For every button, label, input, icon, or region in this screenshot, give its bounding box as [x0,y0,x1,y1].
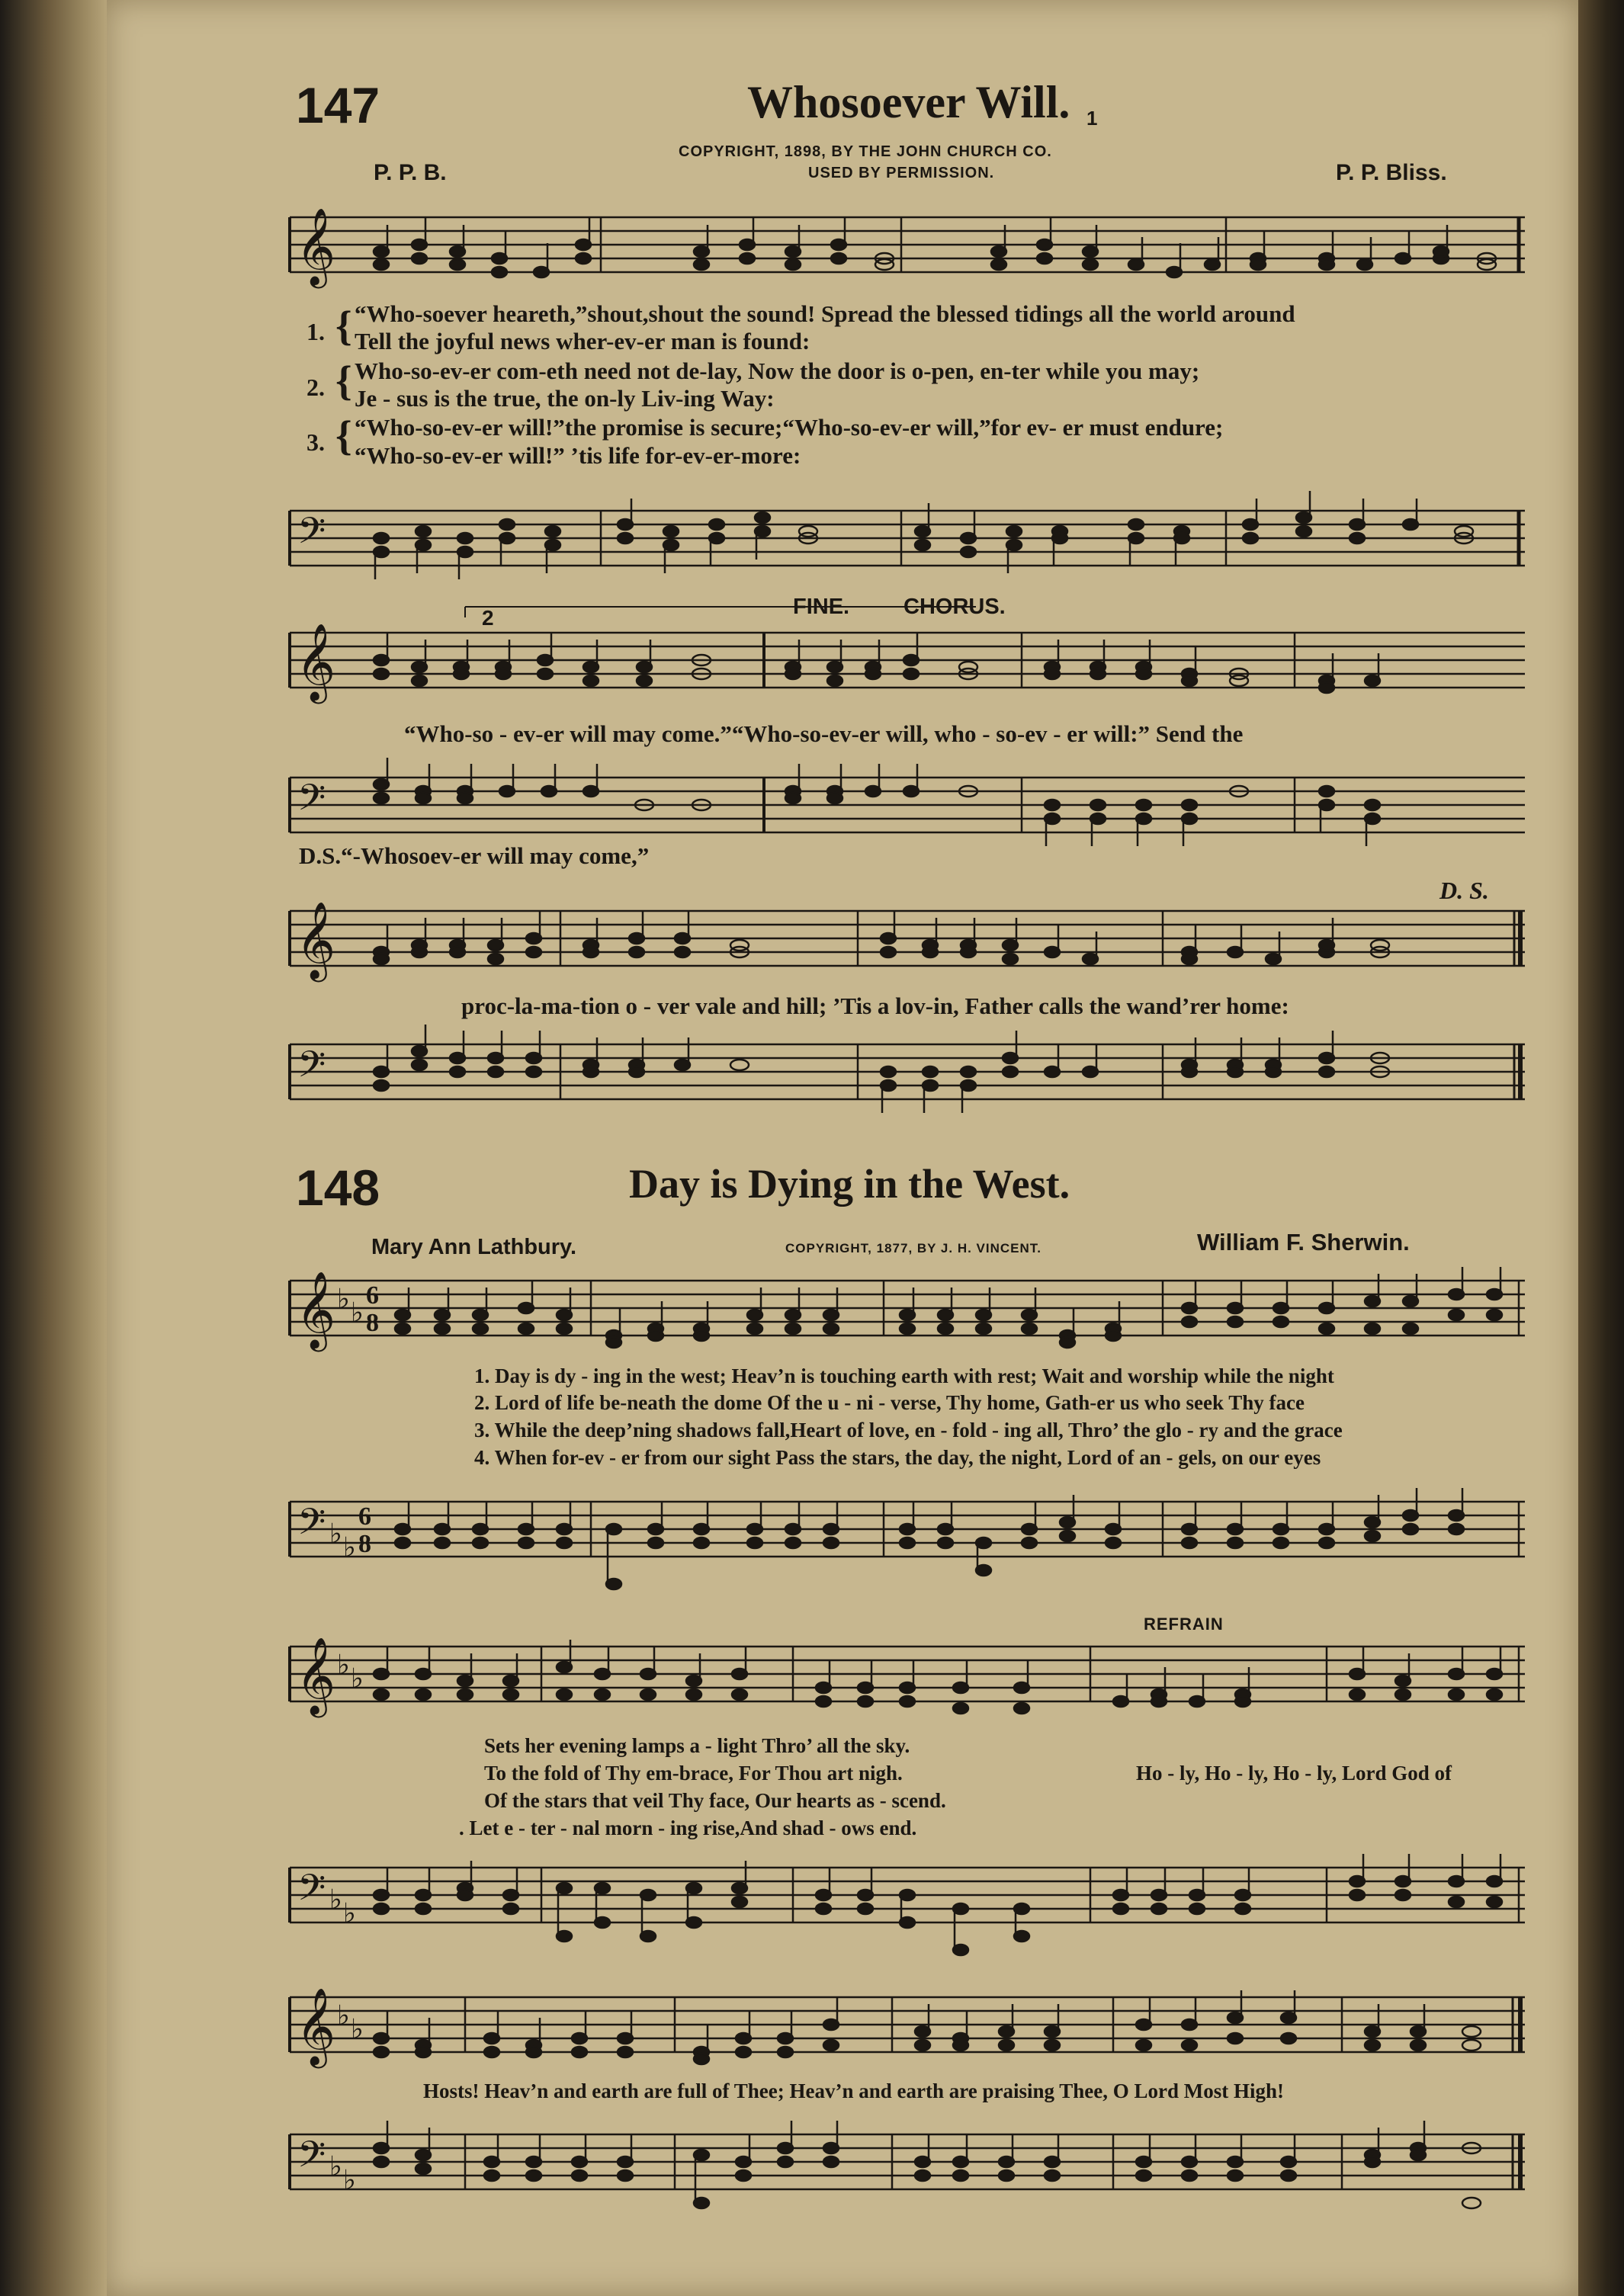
svg-text:♭: ♭ [351,1663,364,1695]
chorus-lyric-line-1: “Who-so - ev-er will may come.”“Who-so-ev-er will, who - so-ev - er will:” Send the [404,720,1244,747]
svg-text:𝄢: 𝄢 [297,776,326,828]
svg-text:♭: ♭ [329,1884,342,1916]
ending-mark-1: 1 [1086,107,1099,130]
svg-text:♭: ♭ [343,2165,356,2196]
svg-text:𝄢: 𝄢 [297,1500,326,1552]
brace-3: { [335,412,352,459]
ds-lyric-line: D.S.“-Whosoev-er will may come,” [299,842,650,869]
line3-lyric: Hosts! Heav’n and earth are full of Thee; Heav’n and earth are praising Thee, O Lord Most High! [423,2080,1284,2102]
verse148-2: 2. Lord of life be-neath the dome Of the u - ni - verse, Thy home, Gath-er us who seek Thy face [474,1391,1305,1414]
book-spine-edge [0,0,107,2296]
verse-number-1: 1. [307,318,325,345]
music-composer: P. P. Bliss. [1336,160,1447,185]
bass-staff-148-2 [290,1845,1525,1967]
treble-staff-148-1 [290,1258,1525,1357]
svg-text:♭: ♭ [329,1518,342,1550]
music-composer-148: William F. Sherwin. [1197,1229,1410,1255]
line2-verse-4: . Let e - ter - nal morn - ing rise,And shad - ows end. [459,1817,917,1839]
verse-2-line-1: Who-so-ev-er com-eth need not de-lay, Now the door is o-pen, en-ter while you may; [355,358,1200,384]
bass-staff-147-3 [290,1021,1525,1121]
line2-verse-2: To the fold of Thy em-brace, For Thou art nigh. [484,1762,903,1785]
time-sig-bottom: 8 [366,1309,379,1337]
svg-text:♭: ♭ [337,2000,350,2031]
copyright-line: COPYRIGHT, 1898, BY THE JOHN CHURCH CO. [679,143,1052,160]
copyright-148: COPYRIGHT, 1877, BY J. H. VINCENT. [785,1241,1041,1255]
hymn-number: 147 [296,77,380,133]
verse-1-line-2: Tell the joyful news wher-ev-er man is found: [355,328,810,354]
bass-time-sig-bottom: 8 [358,1530,371,1558]
svg-text:♭: ♭ [343,1532,356,1563]
svg-text:♭: ♭ [337,1284,350,1315]
ending-mark-2: 2 [482,606,495,630]
verse-number-3: 3. [307,428,325,456]
svg-text:𝄞: 𝄞 [296,900,336,979]
bass-time-sig-top: 6 [358,1502,371,1531]
brace-2: { [335,358,352,404]
verse148-3: 3. While the deep’ning shadows fall,Heart of love, en - fold - ing all, Thro’ the glo - ry and the grace [474,1419,1343,1441]
treble-staff-147-3 [290,888,1525,987]
svg-text:𝄞: 𝄞 [296,1270,336,1348]
verse148-4: 4. When for-ev - er from our sight Pass the stars, the day, the night, Lord of an - gels, on our eyes [474,1446,1321,1469]
treble-staff-148-2 [290,1624,1525,1723]
verse-2-line-2: Je - sus is the true, the on-ly Liv-ing Way: [355,385,775,412]
bass-staff-148-3 [290,2112,1525,2233]
svg-text:♭: ♭ [351,1297,364,1329]
svg-text:𝄢: 𝄢 [297,1043,326,1095]
svg-text:𝄞: 𝄞 [296,207,336,285]
refrain-words: Ho - ly, Ho - ly, Ho - ly, Lord God of [1136,1762,1452,1785]
svg-text:♭: ♭ [337,1650,350,1681]
chorus-label: CHORUS. [903,595,1006,619]
verse-1-line-1: “Who-soever heareth,”shout,shout the sound! Spread the blessed tidings all the world around [355,300,1295,327]
words-author: P. P. B. [374,160,447,185]
hymnal-page [107,0,1578,2296]
ds-mark: D. S. [1439,877,1489,904]
svg-text:𝄢: 𝄢 [297,1866,326,1918]
hymn-number-148: 148 [296,1159,380,1216]
svg-text:♭: ♭ [343,1898,356,1929]
hymn-title-148: Day is Dying in the West. [629,1161,1070,1207]
svg-text:𝄢: 𝄢 [297,2133,326,2185]
verse-3-line-1: “Who-so-ev-er will!”the promise is secure;“Who-so-ev-er will,”for ev- er must endure; [355,414,1224,441]
bass-staff-147-2 [290,755,1525,854]
svg-text:♭: ♭ [329,2151,342,2182]
permission-line: USED BY PERMISSION. [808,165,995,181]
chorus-lyric-line-2: proc-la-ma-tion o - ver vale and hill; ’Tis a lov-in, Father calls the wand’rer home: [461,992,1289,1019]
line2-verse-1: Sets her evening lamps a - light Thro’ all the sky. [484,1734,910,1757]
svg-text:𝄢: 𝄢 [297,509,326,561]
verse-number-2: 2. [307,374,325,401]
time-sig-top: 6 [366,1281,379,1310]
svg-text:𝄞: 𝄞 [296,1987,336,2065]
svg-text:𝄞: 𝄞 [296,622,336,701]
page-edge-right [1578,0,1624,2296]
bass-staff-147-1 [290,488,1525,587]
treble-staff-147-2 [290,602,1525,717]
svg-text:♭: ♭ [351,2014,364,2045]
notes-147-1 [366,194,1525,293]
verse-3-line-2: “Who-so-ev-er will!” ’tis life for-ev-er-more: [355,442,801,469]
brace-1: { [335,303,352,349]
hymn-title: Whosoever Will. [747,77,1070,127]
svg-text:𝄞: 𝄞 [296,1636,336,1714]
words-author-148: Mary Ann Lathbury. [371,1235,577,1259]
line2-verse-3: Of the stars that veil Thy face, Our hearts as - scend. [484,1789,946,1812]
fine-label: FINE. [793,595,850,619]
refrain-label: REFRAIN [1144,1615,1224,1634]
bass-staff-148-1 [290,1479,1525,1593]
verse148-1: 1. Day is dy - ing in the west; Heav’n is touching earth with rest; Wait and worship while the night [474,1364,1334,1387]
treble-staff-148-3 [290,1974,1525,2073]
